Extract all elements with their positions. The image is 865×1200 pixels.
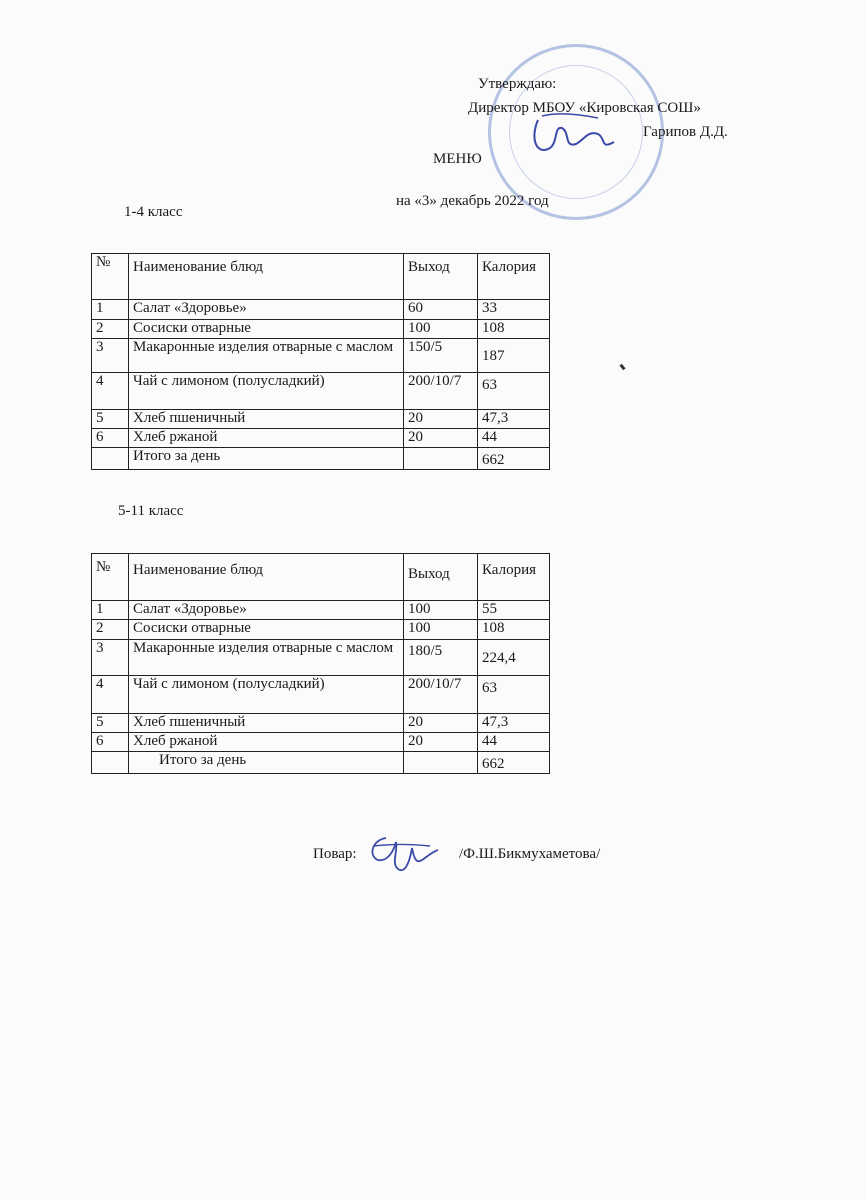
row-output: 20 <box>404 733 478 752</box>
row-name: Хлеб ржаной <box>129 429 404 448</box>
row-name: Чай с лимоном (полусладкий) <box>129 373 404 410</box>
table-row <box>92 410 550 429</box>
table-row <box>92 714 550 733</box>
row-num: 3 <box>92 339 129 373</box>
row-name: Макаронные изделия отварные с маслом <box>129 640 404 676</box>
row-name: Салат «Здоровье» <box>129 300 404 320</box>
row-output: 180/5 <box>404 640 478 676</box>
row-name: Макаронные изделия отварные с маслом <box>129 339 404 373</box>
table-row <box>92 339 550 373</box>
table-row <box>92 429 550 448</box>
table-total-row <box>92 752 550 774</box>
row-name: Сосиски отварные <box>129 320 404 339</box>
scan-speck <box>619 364 625 371</box>
menu-table-1-4 <box>91 253 550 470</box>
row-name: Чай с лимоном (полусладкий) <box>129 676 404 714</box>
cook-signature <box>366 832 441 877</box>
approval-line-1: Утверждаю: <box>478 76 557 92</box>
header-calories: Калория <box>478 554 550 601</box>
table-row <box>92 320 550 339</box>
cook-label: Повар: <box>313 846 357 862</box>
menu-table-5-11 <box>91 553 550 774</box>
row-output: 200/10/7 <box>404 373 478 410</box>
total-num <box>92 752 129 774</box>
row-name: Хлеб пшеничный <box>129 714 404 733</box>
table-total-row <box>92 448 550 470</box>
total-label: Итого за день <box>129 752 404 774</box>
row-calories: 108 <box>478 320 550 339</box>
row-calories: 47,3 <box>478 714 550 733</box>
row-name: Хлеб ржаной <box>129 733 404 752</box>
row-num: 6 <box>92 429 129 448</box>
table-row <box>92 620 550 640</box>
table-header-row <box>92 554 550 601</box>
row-name: Хлеб пшеничный <box>129 410 404 429</box>
total-output <box>404 752 478 774</box>
table-row <box>92 733 550 752</box>
section-2-label: 5-11 класс <box>118 503 184 519</box>
total-calories: 662 <box>478 752 550 774</box>
table-row <box>92 300 550 320</box>
approval-line-2: Директор МБОУ «Кировская СОШ» <box>468 100 701 116</box>
table-header-row <box>92 254 550 300</box>
row-name: Салат «Здоровье» <box>129 601 404 620</box>
page-title: МЕНЮ <box>433 151 482 167</box>
header-calories: Калория <box>478 254 550 300</box>
row-calories: 47,3 <box>478 410 550 429</box>
row-num: 2 <box>92 320 129 339</box>
total-label: Итого за день <box>129 448 404 470</box>
row-calories: 63 <box>478 373 550 410</box>
row-calories: 44 <box>478 429 550 448</box>
header-num: № <box>92 554 129 601</box>
row-output: 60 <box>404 300 478 320</box>
row-calories: 224,4 <box>478 640 550 676</box>
row-output: 20 <box>404 429 478 448</box>
header-output: Выход <box>404 554 478 601</box>
table-row <box>92 676 550 714</box>
row-calories: 33 <box>478 300 550 320</box>
row-num: 6 <box>92 733 129 752</box>
row-num: 1 <box>92 601 129 620</box>
approval-line-3: Гарипов Д.Д. <box>643 124 728 140</box>
table-row <box>92 640 550 676</box>
header-num: № <box>92 254 129 300</box>
row-output: 100 <box>404 601 478 620</box>
row-output: 200/10/7 <box>404 676 478 714</box>
row-calories: 44 <box>478 733 550 752</box>
row-num: 4 <box>92 676 129 714</box>
section-1-label: 1-4 класс <box>124 204 183 220</box>
row-output: 100 <box>404 620 478 640</box>
page-subtitle: на «3» декабрь 2022 год <box>396 193 549 209</box>
row-num: 2 <box>92 620 129 640</box>
header-output: Выход <box>404 254 478 300</box>
header-name: Наименование блюд <box>129 554 404 601</box>
row-num: 3 <box>92 640 129 676</box>
row-output: 20 <box>404 714 478 733</box>
row-output: 150/5 <box>404 339 478 373</box>
row-num: 1 <box>92 300 129 320</box>
row-output: 100 <box>404 320 478 339</box>
table-row <box>92 373 550 410</box>
row-calories: 55 <box>478 601 550 620</box>
row-output: 20 <box>404 410 478 429</box>
header-name: Наименование блюд <box>129 254 404 300</box>
row-calories: 108 <box>478 620 550 640</box>
row-num: 4 <box>92 373 129 410</box>
row-calories: 187 <box>478 339 550 373</box>
row-calories: 63 <box>478 676 550 714</box>
cook-name: /Ф.Ш.Бикмухаметова/ <box>459 846 601 862</box>
row-num: 5 <box>92 714 129 733</box>
total-output <box>404 448 478 470</box>
table-row <box>92 601 550 620</box>
row-name: Сосиски отварные <box>129 620 404 640</box>
total-calories: 662 <box>478 448 550 470</box>
total-num <box>92 448 129 470</box>
row-num: 5 <box>92 410 129 429</box>
